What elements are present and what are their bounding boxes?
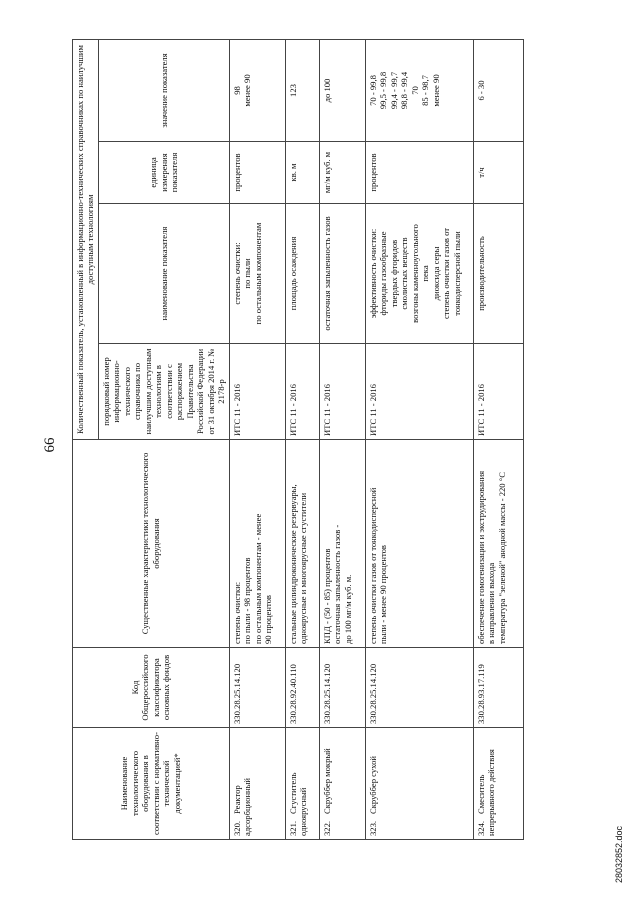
- header-unit: единица измерения показателя: [98, 142, 229, 204]
- characteristic-line: обеспечение гомогенизации и экструдирования: [475, 470, 486, 644]
- characteristic-line: до 100 мг/м куб. м.: [342, 574, 353, 644]
- table-row: [473, 39, 523, 839]
- its-number: ИТС 11 - 2016: [367, 384, 378, 436]
- okof-code: 330.28.25.14.120: [321, 663, 332, 724]
- value-line: менее 90: [242, 74, 253, 107]
- cell-its: [473, 344, 523, 440]
- equipment-name: Скруббер сухой: [367, 755, 378, 814]
- table-row: [229, 39, 285, 839]
- cell-unit: [365, 142, 473, 204]
- characteristic-line: в направлении выхода: [486, 562, 497, 644]
- header-value: значение показателя: [98, 39, 229, 141]
- indicator-line: по остальным компонентам: [252, 222, 263, 325]
- header-characteristics: Существенные характеристики технологического оборудования: [73, 440, 230, 648]
- characteristic-line: одноярусные и многоярусные сгустители: [298, 492, 309, 644]
- value-line: менее 90: [430, 74, 441, 107]
- okof-code: 330.28.25.14.120: [367, 663, 378, 724]
- unit-line: т/ч: [475, 167, 486, 178]
- cell-indicator: [319, 204, 365, 344]
- row-number: 320.: [231, 820, 242, 836]
- cell-characteristics: [229, 440, 285, 648]
- characteristic-line: остаточная запыленность газов -: [332, 524, 343, 644]
- header-indicator: наименование показателя: [98, 204, 229, 344]
- cell-its: [319, 344, 365, 440]
- header-its-number: порядковый номер информационно-технического справочника по наилучшим доступным технологиям в соответствии с распоряжением Правительства Российской Федерации от 31 октября 2014 г. № 2178-р: [98, 344, 229, 440]
- cell-unit: [319, 142, 365, 204]
- its-number: ИТС 11 - 2016: [287, 384, 298, 436]
- table-body: [229, 39, 523, 839]
- cell-characteristics: [285, 440, 319, 648]
- header-group: Количественный показатель, установленный в информационно-технических справочниках по наилучшим доступным технологиям: [73, 39, 99, 439]
- unit-line: мг/м куб. м: [321, 151, 332, 194]
- row-number: 324.: [475, 820, 486, 836]
- cell-characteristics: [365, 440, 473, 648]
- indicator-line: твердых фторидов: [388, 239, 399, 308]
- indicator-line: по пыли: [242, 258, 253, 289]
- value-line: 123: [287, 84, 298, 97]
- okof-code: 330.28.92.40.110: [287, 664, 298, 724]
- value-line: до 100: [321, 78, 332, 103]
- cell-unit: [473, 142, 523, 204]
- cell-code: [285, 648, 319, 728]
- value-line: 98: [231, 86, 242, 95]
- indicator-line: пека: [420, 265, 431, 282]
- okof-code: 330.28.93.17.119: [475, 664, 486, 724]
- value-line: 85 - 98,7: [420, 75, 431, 106]
- cell-characteristics: [319, 440, 365, 648]
- cell-code: [319, 648, 365, 728]
- indicator-line: фториды газообразные: [378, 231, 389, 316]
- value-line: 99,5 - 99,8: [378, 71, 389, 110]
- value-line: 99,4 - 99,7: [388, 71, 399, 110]
- its-number: ИТС 11 - 2016: [321, 384, 332, 436]
- value-line: 6 - 30: [475, 80, 486, 101]
- equipment-name: Скруббер мокрый: [321, 748, 332, 814]
- characteristic-line: 90 процентов: [263, 595, 274, 644]
- row-number: 322.: [321, 820, 332, 836]
- characteristic-line: степень очистки:: [231, 581, 242, 644]
- cell-name: [285, 728, 319, 840]
- unit-line: кв. м: [287, 163, 298, 182]
- cell-indicator: [365, 204, 473, 344]
- cell-value: [319, 39, 365, 141]
- table-row: [285, 39, 319, 839]
- equipment-name: Реактор адсорбционный: [231, 777, 253, 836]
- equipment-table: [72, 39, 524, 840]
- table-row: [319, 39, 365, 839]
- cell-unit: [285, 142, 319, 204]
- indicator-line: тонкодисперсной пыли: [451, 231, 462, 316]
- indicator-line: смолистых веществ: [399, 237, 410, 310]
- cell-value: [473, 39, 523, 141]
- cell-name: [229, 728, 285, 840]
- indicator-line: эффективность очистки:: [367, 228, 378, 319]
- cell-value: [365, 39, 473, 141]
- row-number: 321.: [287, 820, 298, 836]
- header-code: Код Общероссийского классификатора основных фондов: [73, 648, 230, 728]
- cell-characteristics: [473, 440, 523, 648]
- its-number: ИТС 11 - 2016: [231, 384, 242, 436]
- value-line: 98,8 - 99,4: [399, 71, 410, 110]
- header-name: Наименование технологического оборудования в соответствии с нормативно-технической документацией*: [73, 728, 230, 840]
- its-number: ИТС 11 - 2016: [475, 384, 486, 436]
- footer-filename: 28032852.doc: [614, 825, 624, 883]
- okof-code: 330.28.25.14.120: [231, 663, 242, 724]
- characteristic-line: по пыли - 98 процентов: [242, 557, 253, 644]
- characteristic-line: температура "зеленой" анодной массы - 220 °С: [496, 472, 507, 644]
- equipment-name: Смеситель непрерывного действия: [475, 749, 497, 836]
- value-line: 70: [409, 86, 420, 95]
- indicator-line: площадь осаждения: [287, 236, 298, 311]
- cell-its: [365, 344, 473, 440]
- cell-name: [365, 728, 473, 840]
- value-line: 70 - 99,8: [367, 75, 378, 106]
- indicator-line: возгоны каменноугольного: [409, 224, 420, 323]
- characteristic-line: КПД - (50 - 85) процентов: [321, 548, 332, 644]
- indicator-line: степень очистки газов от: [441, 227, 452, 320]
- equipment-name: Сгуститель одноярусный: [287, 772, 309, 836]
- indicator-line: остаточная запыленность газов: [321, 216, 332, 331]
- cell-indicator: [229, 204, 285, 344]
- cell-its: [229, 344, 285, 440]
- characteristic-line: пыли - менее 90 процентов: [378, 545, 389, 644]
- table-header-row-1: [73, 39, 99, 839]
- indicator-line: диоксида серы: [430, 246, 441, 301]
- unit-line: процентов: [231, 153, 242, 192]
- characteristic-line: стальные цилиндроконические резервуары,: [287, 484, 298, 644]
- cell-name: [319, 728, 365, 840]
- unit-line: процентов: [367, 153, 378, 192]
- indicator-line: степень очистки:: [231, 242, 242, 305]
- row-number: 323.: [367, 820, 378, 836]
- cell-value: [229, 39, 285, 141]
- cell-code: [365, 648, 473, 728]
- cell-unit: [229, 142, 285, 204]
- cell-code: [473, 648, 523, 728]
- cell-value: [285, 39, 319, 141]
- cell-name: [473, 728, 523, 840]
- indicator-line: производительность: [475, 236, 486, 311]
- cell-code: [229, 648, 285, 728]
- characteristic-line: степень очистки газов от тонкодисперсной: [367, 487, 378, 644]
- table-row: [365, 39, 473, 839]
- characteristic-line: по остальным компонентам - менее: [252, 513, 263, 644]
- cell-indicator: [285, 204, 319, 344]
- cell-indicator: [473, 204, 523, 344]
- page-number: 66: [42, 437, 58, 453]
- cell-its: [285, 344, 319, 440]
